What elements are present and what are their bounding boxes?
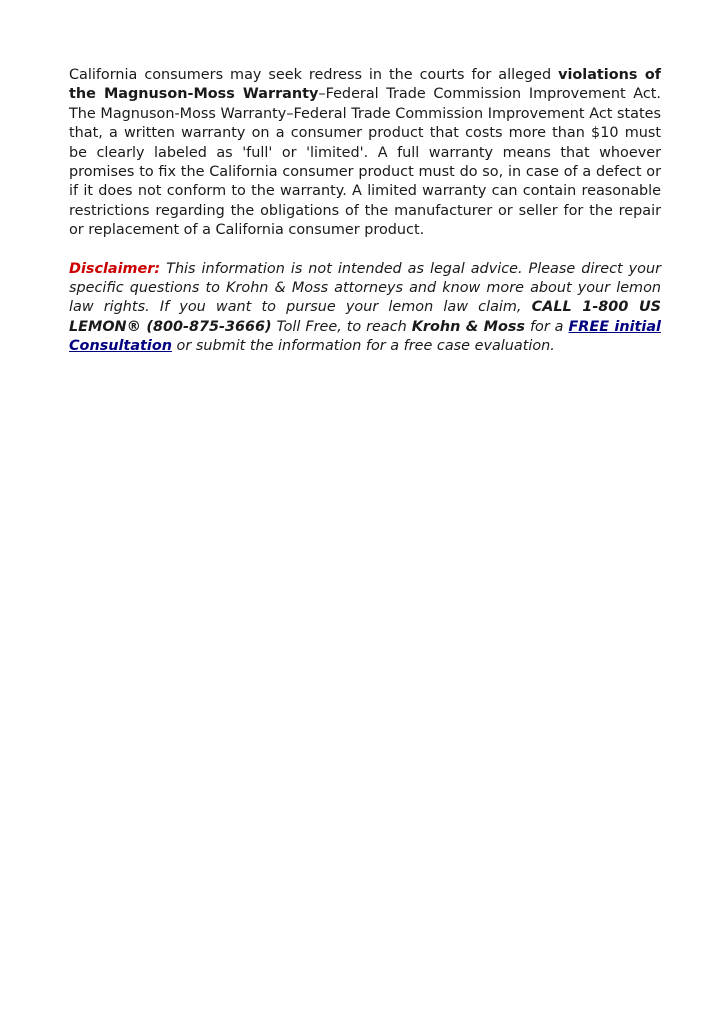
disclaimer-text: This information is not intended as legal advice. Please direct your specific questions to Krohn & Moss attorneys and know more about your lemon law rights. If you want to pursue your lemon law claim, bbox=[69, 260, 661, 316]
magnuson-moss-emphasis: violations of the Magnuson-Moss Warranty bbox=[69, 67, 661, 103]
document-body bbox=[69, 66, 661, 357]
warranty-paragraph bbox=[69, 66, 661, 241]
disclaimer-text: or submit the information for a free case evaluation. bbox=[171, 338, 555, 355]
disclaimer-text: Toll Free, to reach bbox=[271, 318, 412, 335]
paragraph-text: –Federal Trade Commission Improvement Act. The Magnuson-Moss Warranty–Federal Trade Commission Improvement Act states that, a written warranty on a consumer product that costs more than $10 must be clearly labeled as 'full' or 'limited'. A full warranty means that whoever promises to fix the California consumer product must do so, in case of a defect or if it does not conform to the warranty. A limited warranty can contain reasonable restrictions regarding the obligations of the manufacturer or seller for the repair or replacement of a California consumer product. bbox=[69, 86, 662, 239]
firm-name: Krohn & Moss bbox=[411, 318, 525, 335]
disclaimer-paragraph bbox=[69, 260, 661, 357]
free-consultation-link[interactable]: FREE initial Consultation bbox=[69, 318, 661, 355]
disclaimer-text: for a bbox=[525, 318, 569, 335]
disclaimer-label: Disclaimer: bbox=[69, 260, 161, 277]
paragraph-text: California consumers may seek redress in the courts for alleged bbox=[69, 67, 559, 83]
phone-number-callout: CALL 1-800 US LEMON® (800-875-3666) bbox=[69, 299, 661, 335]
